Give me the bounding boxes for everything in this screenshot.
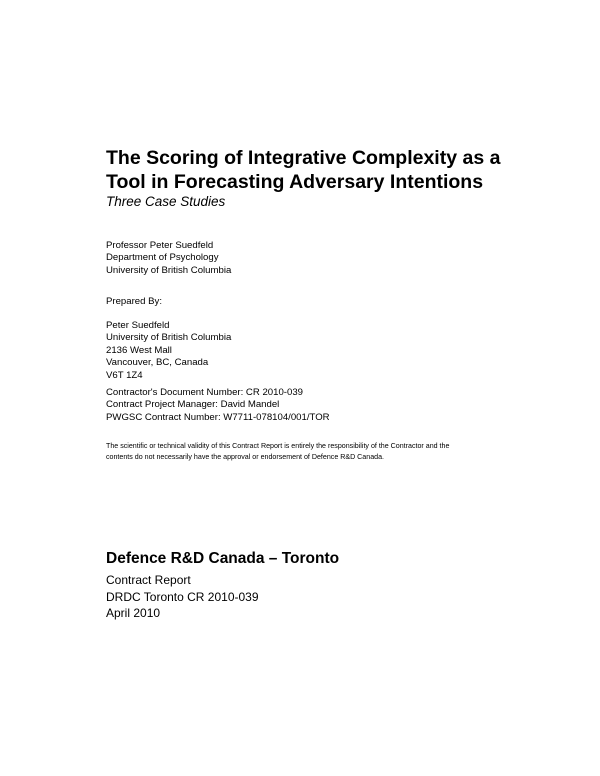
pwgsc-contract-number: PWGSC Contract Number: W7711-078104/001/TOR bbox=[106, 411, 330, 423]
preparer-name: Peter Suedfeld bbox=[106, 320, 170, 331]
preparer-address bbox=[106, 320, 231, 382]
report-date: April 2010 bbox=[106, 606, 161, 620]
prepared-by-label bbox=[106, 296, 162, 308]
organization-name: Defence R&D Canada – Toronto bbox=[106, 550, 340, 567]
prepared-by-text: Prepared By: bbox=[106, 296, 162, 307]
contractor-document-number: Contractor's Document Number: CR 2010-039 bbox=[106, 387, 303, 398]
author-university: University of British Columbia bbox=[106, 264, 232, 276]
preparer-postal: V6T 1Z4 bbox=[106, 369, 143, 381]
author-department: Department of Psychology bbox=[106, 252, 219, 264]
title-line-1: The Scoring of Integrative Complexity as a bbox=[106, 147, 501, 169]
contract-info bbox=[106, 387, 330, 424]
disclaimer bbox=[106, 441, 506, 463]
author-block bbox=[106, 240, 231, 277]
preparer-city: Vancouver, BC, Canada bbox=[106, 357, 209, 369]
preparer-street: 2136 West Mall bbox=[106, 344, 172, 356]
disclaimer-line-2: contents do not necessarily have the approval or endorsement of Defence R&D Canada. bbox=[106, 453, 385, 461]
author-name: Professor Peter Suedfeld bbox=[106, 240, 214, 251]
preparer-university: University of British Columbia bbox=[106, 332, 232, 344]
contract-project-manager: Contract Project Manager: David Mandel bbox=[106, 399, 280, 411]
report-number: DRDC Toronto CR 2010-039 bbox=[106, 589, 259, 604]
title-line-2: Tool in Forecasting Adversary Intentions bbox=[106, 171, 484, 193]
document-title bbox=[106, 146, 546, 194]
document-subtitle: Three Case Studies bbox=[106, 194, 226, 209]
report-info bbox=[106, 572, 259, 622]
report-type: Contract Report bbox=[106, 573, 191, 587]
disclaimer-line-1: The scientific or technical validity of this Contract Report is entirely the responsibility of the Contractor and the bbox=[106, 442, 450, 450]
